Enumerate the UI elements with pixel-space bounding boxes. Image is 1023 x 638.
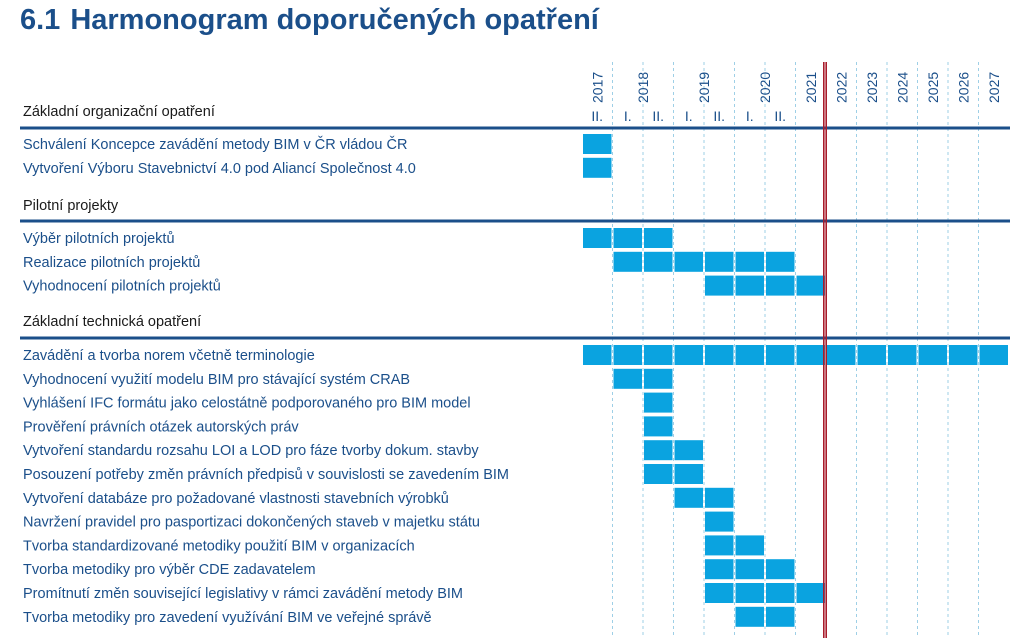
year-label: 2025 xyxy=(924,71,941,103)
gantt-bar-cell xyxy=(644,440,673,460)
task-label: Realizace pilotních projektů xyxy=(23,254,201,271)
section-label: Základní organizační opatření xyxy=(23,104,215,120)
gantt-bar-cell xyxy=(705,583,734,603)
half-year-label: I. xyxy=(745,108,754,124)
year-label: 2024 xyxy=(894,71,911,103)
gantt-bar-cell xyxy=(827,345,856,365)
gantt-bar-cell xyxy=(614,345,643,365)
gantt-bar-cell xyxy=(858,345,887,365)
year-label: 2023 xyxy=(863,71,880,103)
gantt-bar-cell xyxy=(614,228,643,248)
gantt-bar-cell xyxy=(736,345,765,365)
gantt-bar-cell xyxy=(766,559,795,579)
half-year-label: I. xyxy=(684,108,693,124)
year-label: 2026 xyxy=(955,71,972,103)
year-label: 2027 xyxy=(985,71,1002,103)
gantt-bar-cell xyxy=(583,345,612,365)
task-label: Zavádění a tvorba norem včetně terminologie xyxy=(23,348,315,364)
task-label: Posouzení potřeby změn právních předpisů v souvislosti se zavedením BIM xyxy=(23,467,509,483)
gantt-bar-cell xyxy=(980,345,1009,365)
year-label: 2022 xyxy=(833,71,850,103)
half-year-label: II. xyxy=(713,108,726,124)
gantt-bar-cell xyxy=(766,607,795,627)
gantt-bar-cell xyxy=(614,369,643,389)
gantt-bar-cell xyxy=(736,559,765,579)
gantt-bar-cell xyxy=(736,607,765,627)
task-label: Vyhlášení IFC formátu jako celostátně podporovaného pro BIM model xyxy=(23,395,471,412)
task-label: Tvorba metodiky pro výběr CDE zadavatelem xyxy=(23,562,316,579)
gantt-bar-cell xyxy=(644,393,673,413)
task-label: Vyhodnocení pilotních projektů xyxy=(23,278,221,295)
gantt-bar-cell xyxy=(766,276,795,296)
gantt-bar-cell xyxy=(675,464,704,484)
gantt-bar-cell xyxy=(614,252,643,272)
year-label: 2019 xyxy=(696,71,712,103)
gantt-bar-cell xyxy=(797,583,826,603)
section-label: Pilotní projekty xyxy=(23,198,119,214)
gantt-bar-cell xyxy=(766,345,795,365)
half-year-label: I. xyxy=(623,108,632,124)
gantt-bar-cell xyxy=(644,369,673,389)
task-label: Výběr pilotních projektů xyxy=(23,231,175,247)
gantt-bar-cell xyxy=(736,535,765,555)
gantt-bar-cell xyxy=(583,158,612,178)
gantt-bar-cell xyxy=(644,345,673,365)
year-label: 2018 xyxy=(635,71,651,103)
task-label: Vyhodnocení využití modelu BIM pro stávající systém CRAB xyxy=(23,371,411,388)
gantt-bar-cell xyxy=(705,488,734,508)
gantt-bar-cell xyxy=(675,488,704,508)
task-label: Prověření právních otázek autorských práv xyxy=(23,419,299,436)
task-label: Promítnutí změn související legislativy v rámci zavádění metody BIM xyxy=(23,586,463,602)
task-label: Tvorba metodiky pro zavedení využívání BIM ve veřejné správě xyxy=(23,609,432,626)
gantt-bar-cell xyxy=(736,276,765,296)
gantt-bar-cell xyxy=(949,345,978,365)
gantt-bar-cell xyxy=(583,134,612,154)
year-label: 2021 xyxy=(802,71,819,103)
half-year-label: II. xyxy=(774,108,787,124)
gantt-bar-cell xyxy=(644,464,673,484)
task-label: Vytvoření databáze pro požadované vlastnosti stavebních výrobků xyxy=(23,490,449,507)
gantt-bar-cell xyxy=(644,252,673,272)
task-label: Vytvoření Výboru Stavebnictví 4.0 pod Aliancí Společnost 4.0 xyxy=(23,160,416,177)
task-label: Navržení pravidel pro pasportizaci dokončených staveb v majetku státu xyxy=(23,514,480,531)
gantt-bar-cell xyxy=(797,345,826,365)
gantt-bar-cell xyxy=(736,252,765,272)
year-label: 2020 xyxy=(757,71,773,103)
gantt-bar-cell xyxy=(919,345,948,365)
year-label: 2017 xyxy=(589,71,606,103)
title-text: Harmonogram doporučených opatření xyxy=(70,4,599,36)
section-number: 6.1 xyxy=(20,4,61,36)
gantt-bar-cell xyxy=(675,345,704,365)
gantt-bar-cell xyxy=(888,345,917,365)
gantt-bar-cell xyxy=(705,535,734,555)
gantt-bar-cell xyxy=(705,345,734,365)
half-year-label: II. xyxy=(591,108,604,124)
task-label: Schválení Koncepce zavádění metody BIM v ČR vládou ČR xyxy=(23,137,408,153)
gantt-bar-cell xyxy=(675,440,704,460)
task-label: Tvorba standardizované metodiky použití BIM v organizacích xyxy=(23,538,415,555)
gantt-bar-cell xyxy=(644,228,673,248)
section-label: Základní technická opatření xyxy=(23,314,202,330)
gantt-bar-cell xyxy=(736,583,765,603)
gantt-bar-cell xyxy=(705,252,734,272)
half-year-label: II. xyxy=(652,108,665,124)
gantt-bar-cell xyxy=(705,512,734,532)
gantt-bar-cell xyxy=(675,252,704,272)
gantt-bar-cell xyxy=(766,252,795,272)
gantt-bar-cell xyxy=(583,228,612,248)
gantt-bar-cell xyxy=(766,583,795,603)
gantt-bar-cell xyxy=(644,416,673,436)
gantt-bar-cell xyxy=(705,276,734,296)
task-label: Vytvoření standardu rozsahu LOI a LOD pro fáze tvorby dokum. stavby xyxy=(23,443,479,460)
gantt-bar-cell xyxy=(797,276,826,296)
gantt-bar-cell xyxy=(705,559,734,579)
